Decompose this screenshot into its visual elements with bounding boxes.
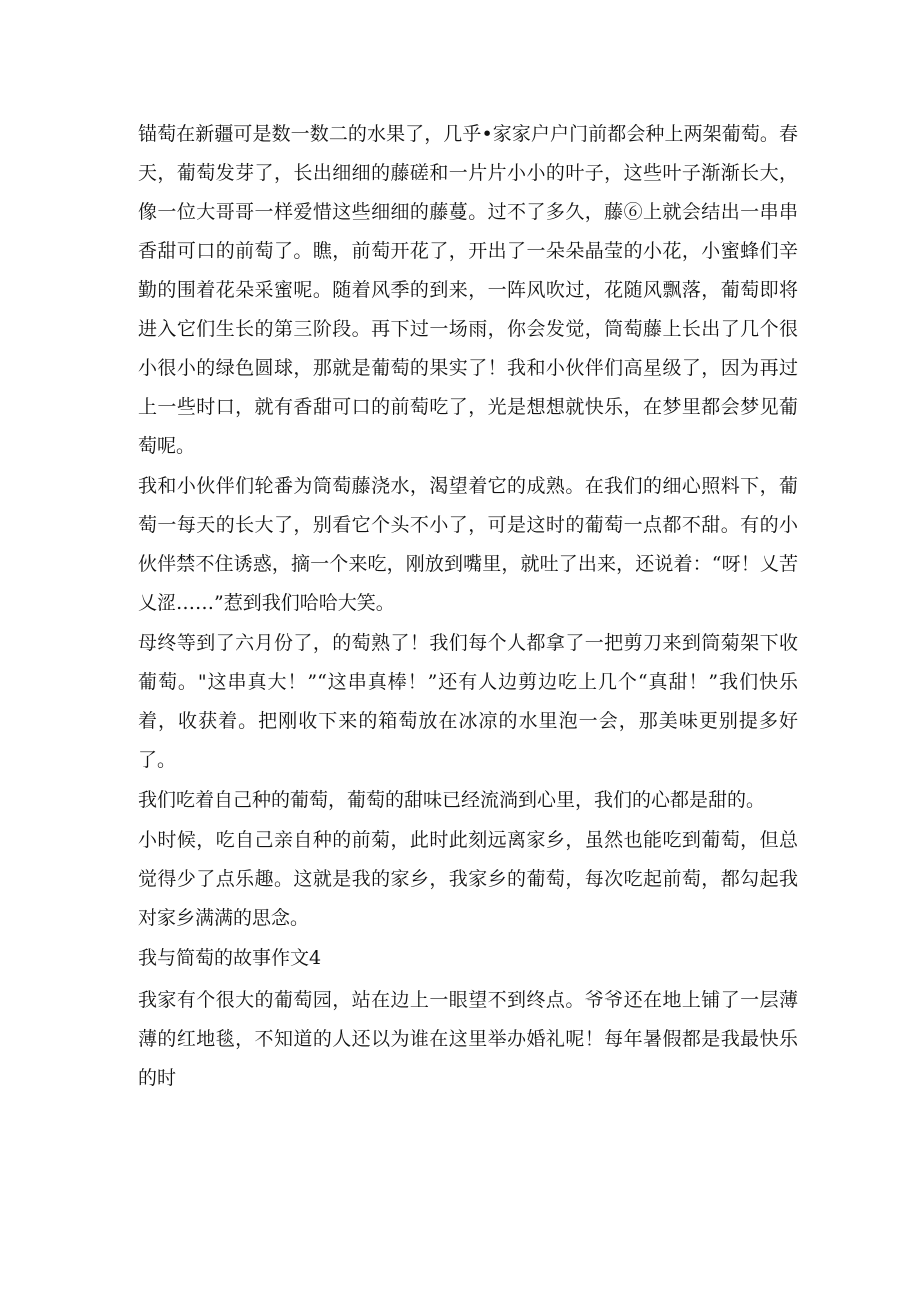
paragraph-sweetness: 我们吃着自己种的葡萄，葡萄的甜味已经流淌到心里，我们的心都是甜的。 xyxy=(138,789,766,811)
section-heading: 我与简萄的故事作文4 xyxy=(138,947,322,969)
document-body xyxy=(138,115,798,1099)
paragraph-grape-growth: 锚萄在新疆可是数一数二的水果了，几乎•家家户户门前都会种上两架葡萄。春天，葡萄发芽了，长出细细的藤磋和一片片小小的叶子，这些叶子渐渐长大，像一位大哥哥一样爱惜这些细细的藤蔓。过不了多久，藤⑥上就会结出一串串香甜可口的前萄了。瞧，前萄开花了，开出了一朵朵晶莹的小花，小蜜蜂们辛勤的围着花朵采蜜呢。随着风季的到来，一阵风吹过，花随风飘落，葡萄即将进入它们生长的第三阶段。再下过一场雨，你会发觉，筒萄藤上长出了几个很小很小的绿色圆球，那就是葡萄的果实了！我和小伙伴们高星级了，因为再过上一些时口，就有香甜可口的前萄吃了，光是想想就快乐，在梦里都会梦见葡萄呢。 xyxy=(138,123,798,457)
paragraph-vineyard: 我家有个很大的葡萄园，站在边上一眼望不到终点。爷爷还在地上铺了一层薄薄的红地毯，不知道的人还以为谁在这里举办婚礼呢！每年暑假都是我最快乐的时 xyxy=(138,989,798,1089)
paragraph-homesick: 小时候，吃自己亲自种的前菊，此时此刻远离家乡，虽然也能吃到葡萄，但总觉得少了点乐趣。这就是我的家乡，我家乡的葡萄，每次吃起前萄，都勾起我对家乡满满的思念。 xyxy=(138,829,798,929)
paragraph-watering: 我和小伙伴们轮番为筒萄藤浇水，渴望着它的成熟。在我们的细心照料下，葡萄一每天的长大了，别看它个头不小了，可是这时的葡萄一点都不甜。有的小伙伴禁不住诱惑，摘一个来吃，刚放到嘴里，就吐了出来，还说着：“呀！乂苦乂涩……”惹到我们哈哈大笑。 xyxy=(138,475,798,614)
paragraph-harvest: 母终等到了六月份了，的萄熟了！我们每个人都拿了一把剪刀来到筒菊架下收葡萄。"这串真大！”“这串真棒！”还有人边剪边吃上几个“真甜！”我们快乐着，收获着。把刚收下来的箱萄放在冰凉的水里泡一会，那美味更别提多好了。 xyxy=(138,632,798,771)
